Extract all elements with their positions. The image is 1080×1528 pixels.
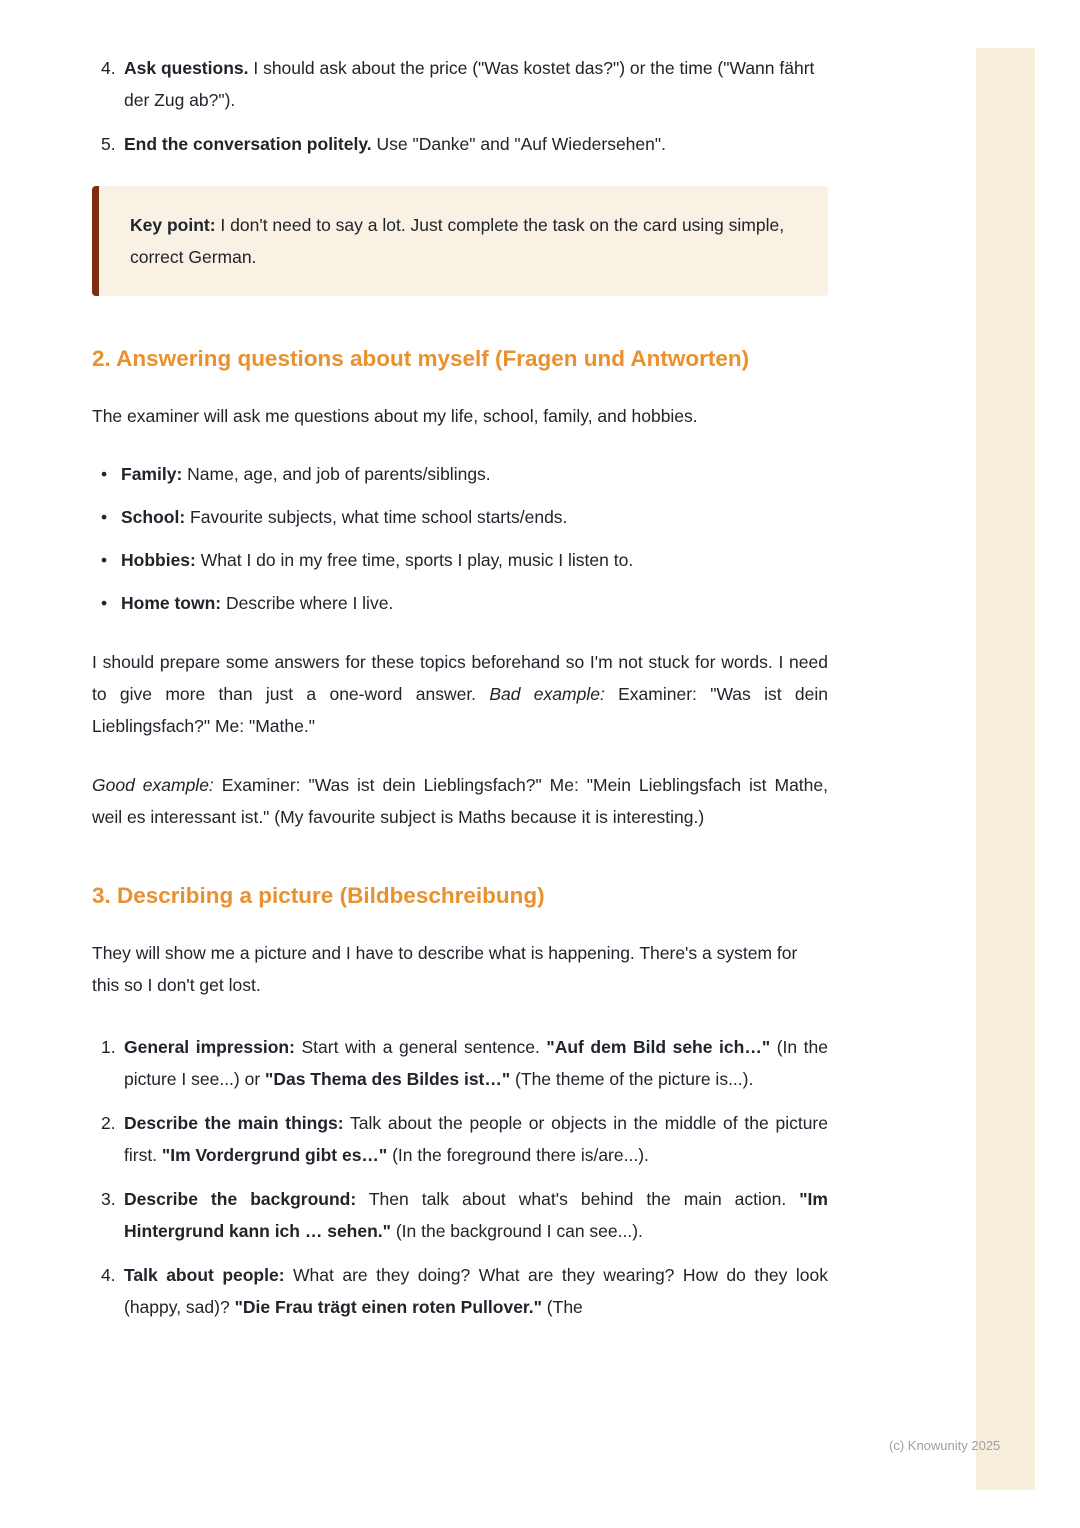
- list-item-text: Ask questions. I should ask about the price ("Was kostet das?") or the time ("Wann fährt der Zug ab?").: [124, 58, 815, 110]
- good-example-paragraph: Good example: Examiner: "Was ist dein Lieblingsfach?" Me: "Mein Lieblingsfach ist Mathe, weil es interessant ist." (My favourite subject is Maths because it is interesting.): [92, 775, 828, 827]
- bullet-item: [101, 501, 828, 533]
- list-item: [101, 1259, 828, 1323]
- list-item: [101, 128, 828, 160]
- bullet-text: Family: Name, age, and job of parents/siblings.: [121, 464, 491, 484]
- list-item: [101, 52, 828, 116]
- list-item: [101, 1183, 828, 1247]
- conversation-steps-list: [92, 52, 828, 160]
- document-content: [92, 52, 828, 1335]
- picture-description-steps-list: [92, 1031, 828, 1323]
- list-item: [101, 1031, 828, 1095]
- bullet-marker: •: [101, 550, 108, 570]
- bullet-item: [101, 544, 828, 576]
- list-item-number: 2.: [101, 1113, 116, 1133]
- list-item-number: 4.: [101, 58, 116, 78]
- bullet-marker: •: [101, 507, 108, 527]
- section2-intro: The examiner will ask me questions about my life, school, family, and hobbies.: [92, 406, 698, 426]
- list-item-text: Talk about people: What are they doing? What are they wearing? How do they look (happy, sad)? "Die Frau trägt einen roten Pullover." (The: [124, 1265, 829, 1317]
- bullet-item: [101, 587, 828, 619]
- bullet-text: School: Favourite subjects, what time school starts/ends.: [121, 507, 568, 527]
- watermark: (c) Knowunity 2025: [889, 1438, 1001, 1453]
- list-item-number: 1.: [101, 1037, 116, 1057]
- next-page-edge-strip: [976, 48, 1035, 1490]
- bullet-text: Hobbies: What I do in my free time, sports I play, music I listen to.: [121, 550, 634, 570]
- section-heading-answering-questions: 2. Answering questions about myself (Fragen und Antworten): [92, 346, 750, 371]
- topics-bullet-list: [92, 458, 828, 619]
- list-item-text: General impression: Start with a general sentence. "Auf dem Bild sehe ich…" (In the picture I see...) or "Das Thema des Bildes ist…" (The theme of the picture is...).: [124, 1037, 829, 1089]
- list-item-text: Describe the main things: Talk about the people or objects in the middle of the picture first. "Im Vordergrund gibt es…" (In the foreground there is/are...).: [124, 1113, 828, 1165]
- key-point-callout: [92, 186, 828, 296]
- callout-text: Key point: I don't need to say a lot. Just complete the task on the card using simple, correct German.: [130, 215, 785, 267]
- list-item-text: Describe the background: Then talk about what's behind the main action. "Im Hintergrund kann ich … sehen." (In the background I can see...).: [124, 1189, 828, 1241]
- list-item-number: 5.: [101, 134, 116, 154]
- bullet-marker: •: [101, 593, 108, 613]
- bullet-item: [101, 458, 828, 490]
- section-heading-describing-picture: 3. Describing a picture (Bildbeschreibung): [92, 883, 545, 908]
- list-item: [101, 1107, 828, 1171]
- bullet-text: Home town: Describe where I live.: [121, 593, 394, 613]
- list-item-number: 3.: [101, 1189, 116, 1209]
- advice-paragraph: I should prepare some answers for these topics beforehand so I'm not stuck for words. I need to give more than just a one-word answer. Bad example: Examiner: "Was ist dein Lieblingsfach?" Me: "Mathe.": [92, 652, 828, 736]
- section3-intro: They will show me a picture and I have to describe what is happening. There's a system for this so I don't get lost.: [92, 943, 798, 995]
- bullet-marker: •: [101, 464, 108, 484]
- list-item-text: End the conversation politely. Use "Danke" and "Auf Wiedersehen".: [124, 134, 666, 154]
- list-item-number: 4.: [101, 1265, 116, 1285]
